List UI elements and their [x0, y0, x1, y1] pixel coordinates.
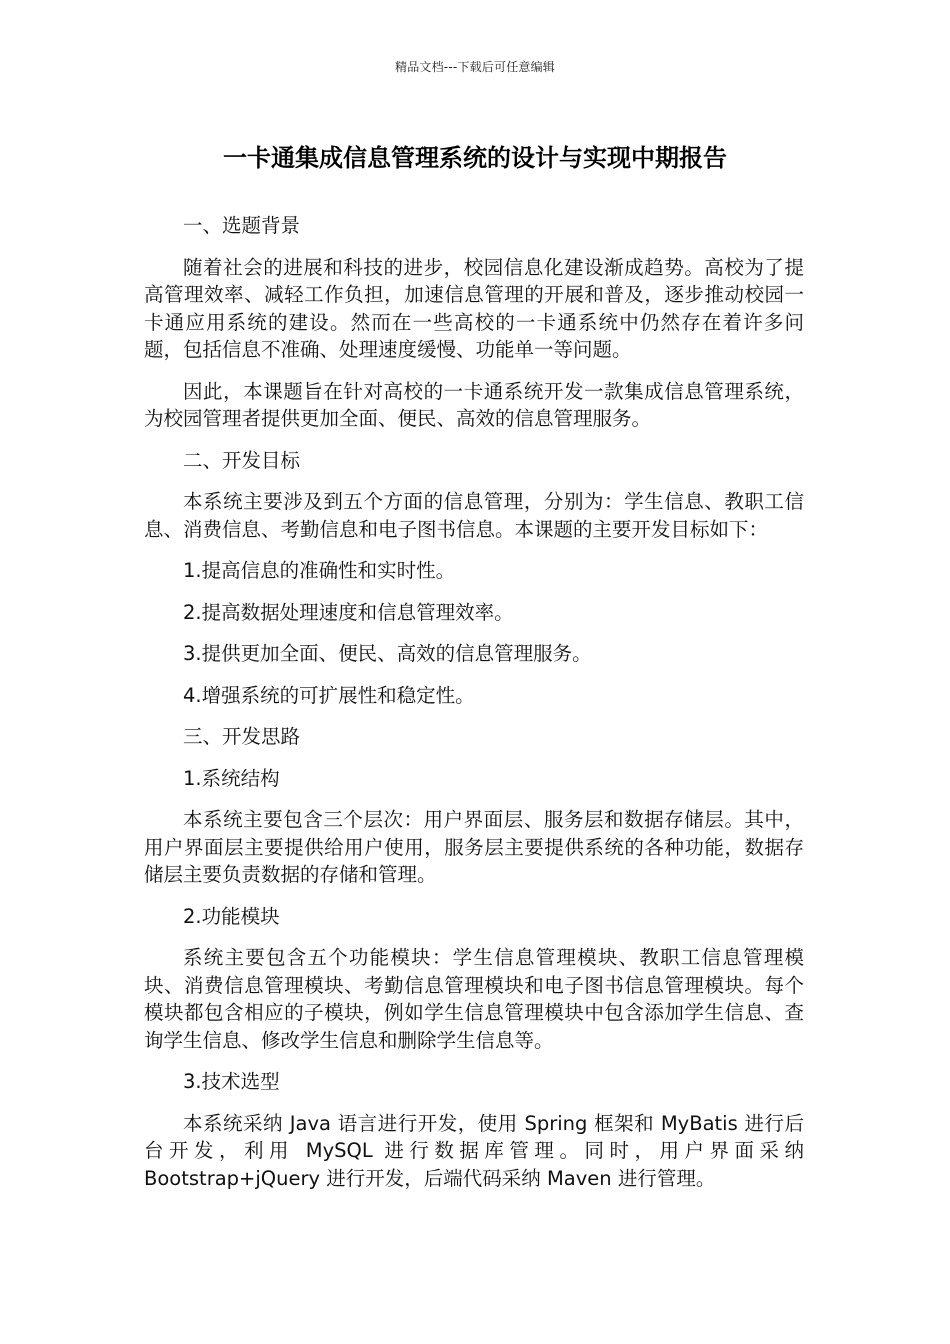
subheading-structure: 1.系统结构	[183, 766, 280, 790]
paragraph-modules: 系统主要包含五个功能模块：学生信息管理模块、教职工信息管理模块、消费信息管理模块、考勤信息管理模块和电子图书信息管理模块。每个模块都包含相应的子模块，例如学生信息管理模块中包含添加学生信息、查询学生信息、修改学生信息和删除学生信息等。	[144, 946, 804, 1052]
section-heading-approach: 三、开发思路	[183, 725, 301, 748]
paragraph-structure: 本系统主要包含三个层次：用户界面层、服务层和数据存储层。其中，用户界面层主要提供给用户使用，服务层主要提供系统的各种功能，数据存储层主要负责数据的存储和管理。	[144, 808, 804, 886]
goal-item-4: 4.增强系统的可扩展性和稳定性。	[183, 683, 475, 707]
subheading-modules: 2.功能模块	[183, 904, 280, 928]
section-heading-goals: 二、开发目标	[183, 448, 301, 472]
goal-item-1: 1.提高信息的准确性和实时性。	[183, 559, 456, 582]
paragraph-background-2: 因此，本课题旨在针对高校的一卡通系统开发一款集成信息管理系统，为校园管理者提供更加全面、便民、高效的信息管理服务。	[144, 379, 804, 430]
subheading-tech: 3.技术选型	[183, 1070, 280, 1093]
paragraph-goals-intro: 本系统主要涉及到五个方面的信息管理，分别为：学生信息、教职工信息、消费信息、考勤信息和电子图书信息。本课题的主要开发目标如下：	[144, 490, 804, 541]
goal-item-3: 3.提供更加全面、便民、高效的信息管理服务。	[183, 642, 592, 665]
header-note: 精品文档---下载后可任意编辑	[395, 60, 555, 74]
section-heading-background: 一、选题背景	[183, 214, 301, 237]
document-body	[144, 212, 804, 1206]
paragraph-background-1: 随着社会的进展和科技的进步，校园信息化建设渐成趋势。高校为了提高管理效率、减轻工作负担，加速信息管理的开展和普及，逐步推动校园一卡通应用系统的建设。然而在一些高校的一卡通系统中仍然存在着许多问题，包括信息不准确、处理速度缓慢、功能单一等问题。	[144, 255, 804, 361]
document-title: 一卡通集成信息管理系统的设计与实现中期报告	[223, 144, 727, 172]
paragraph-tech: 本系统采纳 Java 语言进行开发，使用 Spring 框架和 MyBatis 进行后台开发，利用 MySQL 进行数据库管理。同时，用户界面采纳 Bootstrap+jQuery 进行开发，后端代码采纳 Maven 进行管理。	[144, 1111, 804, 1190]
goal-item-2: 2.提高数据处理速度和信息管理效率。	[183, 600, 514, 624]
